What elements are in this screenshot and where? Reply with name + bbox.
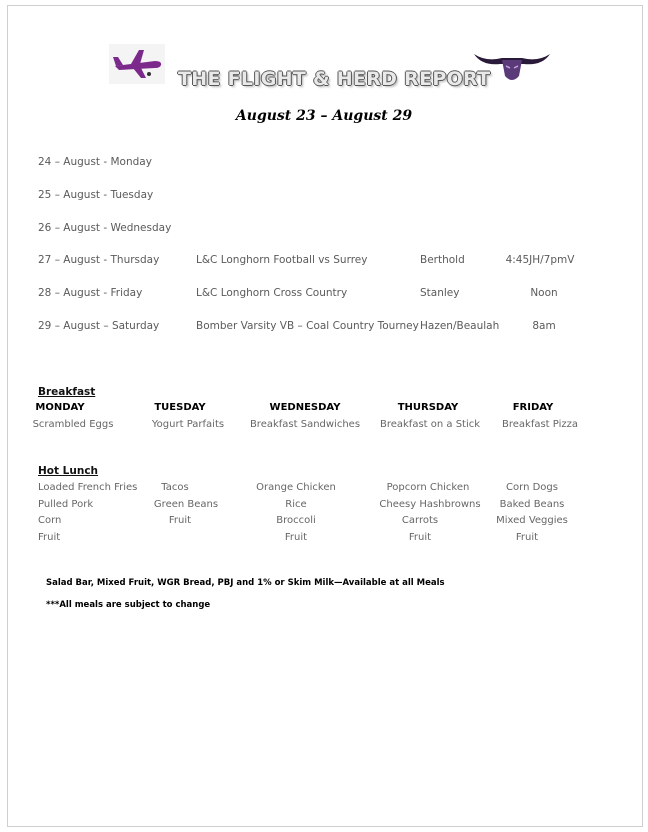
lunch-item: Corn — [38, 515, 62, 526]
lunch-item: Fruit — [168, 515, 192, 526]
breakfast-day: FRIDAY — [512, 402, 554, 413]
lunch-item: Loaded French Fries — [38, 482, 138, 493]
breakfast-item: Yogurt Parfaits — [151, 419, 225, 430]
breakfast-day: TUESDAY — [154, 402, 206, 413]
airplane-logo — [109, 44, 165, 84]
schedule-time: 8am — [532, 320, 556, 332]
lunch-item: Corn Dogs — [506, 482, 558, 493]
lunch-item: Popcorn Chicken — [386, 482, 470, 493]
schedule-date: 26 – August - Wednesday — [38, 222, 172, 234]
lunch-item: Carrots — [401, 515, 439, 526]
lunch-item: Fruit — [515, 532, 539, 543]
longhorn-logo — [472, 48, 552, 84]
lunch-item: Fruit — [284, 532, 308, 543]
schedule-date: 24 – August - Monday — [38, 156, 152, 168]
breakfast-item: Breakfast Sandwiches — [249, 419, 361, 430]
schedule-date: 25 – August - Tuesday — [38, 189, 154, 201]
lunch-item: Mixed Veggies — [496, 515, 568, 526]
breakfast-day: WEDNESDAY — [269, 402, 341, 413]
schedule-event: L&C Longhorn Cross Country — [196, 287, 348, 299]
hot-lunch-heading: Hot Lunch — [38, 465, 99, 477]
lunch-item: Pulled Pork — [38, 499, 94, 510]
lunch-item: Fruit — [408, 532, 432, 543]
lunch-item: Rice — [285, 499, 307, 510]
lunch-item: Fruit — [38, 532, 61, 543]
breakfast-item: Breakfast Pizza — [502, 419, 578, 430]
schedule-date: 27 – August - Thursday — [38, 254, 160, 266]
schedule-time: 4:45JH/7pmV — [505, 254, 575, 266]
lunch-item: Orange Chicken — [256, 482, 336, 493]
schedule-date: 28 – August - Friday — [38, 287, 143, 299]
lunch-item: Green Beans — [153, 499, 219, 510]
schedule-event: Bomber Varsity VB – Coal Country Tourney — [196, 320, 419, 332]
schedule-time: Noon — [530, 287, 558, 299]
report-title: THE FLIGHT & HERD REPORT — [178, 68, 491, 90]
meal-note: ***All meals are subject to change — [46, 600, 211, 610]
breakfast-day: THURSDAY — [397, 402, 459, 413]
schedule-date: 29 – August – Saturday — [38, 320, 160, 332]
breakfast-heading: Breakfast — [38, 386, 96, 398]
lunch-item: Cheesy Hashbrowns — [379, 499, 481, 510]
lunch-item: Broccoli — [276, 515, 316, 526]
lunch-item: Baked Beans — [499, 499, 565, 510]
date-range: August 23 – August 29 — [235, 108, 413, 124]
document-page — [7, 5, 643, 827]
schedule-event: L&C Longhorn Football vs Surrey — [196, 254, 368, 266]
schedule-location: Stanley — [420, 287, 460, 299]
meal-note: Salad Bar, Mixed Fruit, WGR Bread, PBJ and 1% or Skim Milk—Available at all Meals — [46, 578, 445, 588]
schedule-location: Berthold — [420, 254, 465, 266]
schedule-location: Hazen/Beaulah — [420, 320, 500, 332]
breakfast-item: Breakfast on a Stick — [379, 419, 481, 430]
breakfast-item: Scrambled Eggs — [32, 419, 114, 430]
breakfast-day: MONDAY — [35, 402, 85, 413]
lunch-item: Tacos — [161, 482, 189, 493]
